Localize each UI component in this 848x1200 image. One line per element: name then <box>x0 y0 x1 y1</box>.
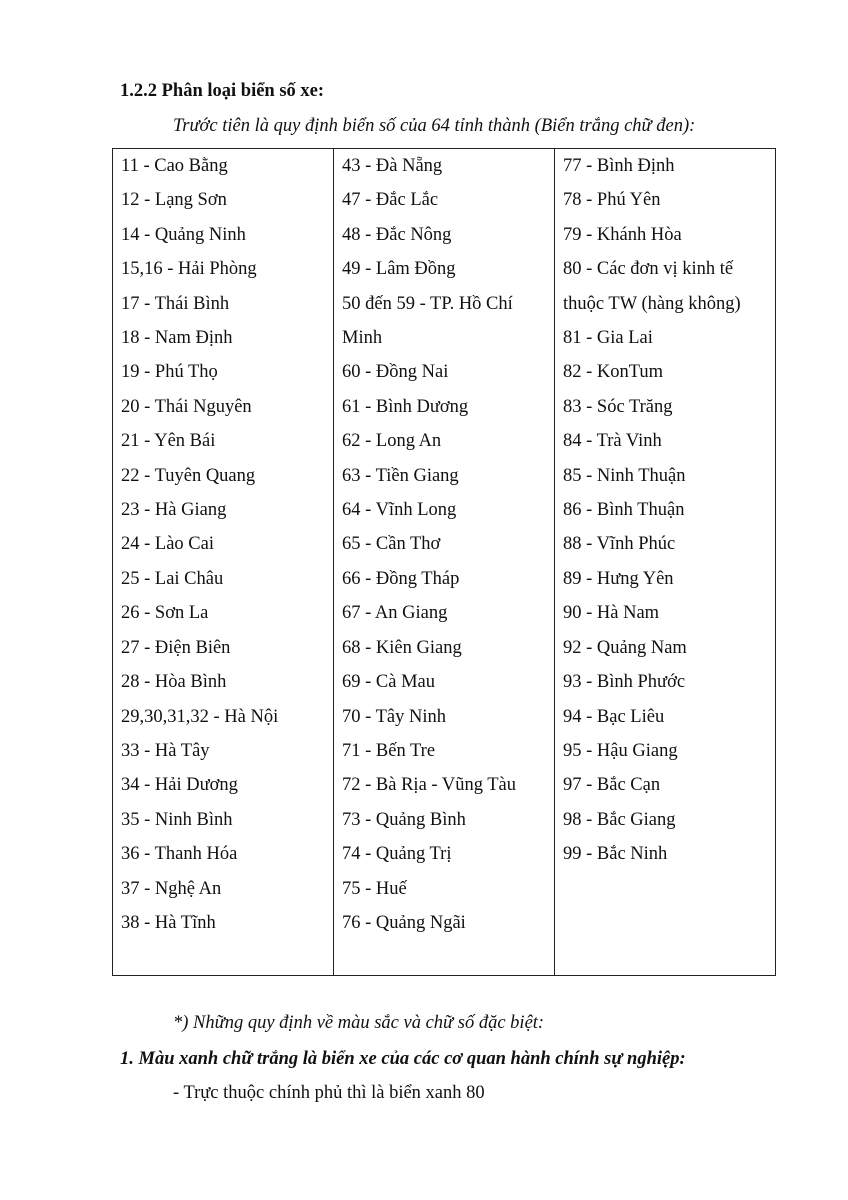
list-item: 15,16 - Hải Phòng <box>121 259 257 280</box>
list-item: 92 - Quảng Nam <box>563 637 687 658</box>
list-item: 24 - Lào Cai <box>121 534 214 555</box>
list-item: 82 - KonTum <box>563 362 664 383</box>
list-item: 63 - Tiền Giang <box>342 465 459 486</box>
list-item: 33 - Hà Tây <box>121 740 210 761</box>
list-item: 69 - Cà Mau <box>342 672 435 693</box>
bullet-item: - Trực thuộc chính phủ thì là biển xanh 80 <box>173 1083 485 1103</box>
list-item: 62 - Long An <box>342 431 442 452</box>
list-item: 72 - Bà Rịa - Vũng Tàu <box>342 775 517 796</box>
blue-plate-section-title: 1. Màu xanh chữ trắng là biển xe của các cơ quan hành chính sự nghiệp: <box>120 1049 686 1069</box>
list-item: 95 - Hậu Giang <box>563 740 678 761</box>
list-item: 25 - Lai Châu <box>121 568 224 589</box>
table-column-3 <box>555 149 776 976</box>
list-item: 79 - Khánh Hòa <box>563 224 682 245</box>
list-item: 47 - Đắc Lắc <box>342 190 439 211</box>
list-item: 88 - Vĩnh Phúc <box>563 534 676 555</box>
list-item: 17 - Thái Bình <box>121 293 230 314</box>
table-row <box>113 149 776 976</box>
list-item: 21 - Yên Bái <box>121 431 216 452</box>
list-item: 68 - Kiên Giang <box>342 637 462 658</box>
list-item: 78 - Phú Yên <box>563 190 661 211</box>
list-item: 86 - Bình Thuận <box>563 500 685 521</box>
list-item: 19 - Phú Thọ <box>121 362 218 383</box>
list-item: 84 - Trà Vinh <box>563 431 662 452</box>
list-item: 71 - Bến Tre <box>342 740 436 761</box>
list-item: 97 - Bắc Cạn <box>563 775 661 796</box>
list-item: 29,30,31,32 - Hà Nội <box>121 706 279 727</box>
list-item: 18 - Nam Định <box>121 328 233 349</box>
list-item: 14 - Quảng Ninh <box>121 224 246 245</box>
list-item: 66 - Đồng Tháp <box>342 568 460 589</box>
special-rules-note: *) Những quy định về màu sắc và chữ số đặc biệt: <box>173 1013 545 1033</box>
list-item: 67 - An Giang <box>342 603 448 624</box>
list-item: 77 - Bình Định <box>563 156 675 176</box>
list-item: 98 - Bắc Giang <box>563 809 676 830</box>
list-item: 50 đến 59 - TP. Hồ Chí Minh <box>342 293 513 349</box>
list-item: 11 - Cao Bằng <box>121 156 228 176</box>
list-item: 70 - Tây Ninh <box>342 706 446 727</box>
list-item: 36 - Thanh Hóa <box>121 844 238 865</box>
list-item: 89 - Hưng Yên <box>563 568 674 589</box>
list-item: 99 - Bắc Ninh <box>563 844 668 865</box>
list-item: 74 - Quảng Trị <box>342 844 452 865</box>
plate-code-table <box>112 148 776 976</box>
table-column-2 <box>334 149 555 976</box>
list-item: 60 - Đồng Nai <box>342 362 449 383</box>
list-item: 35 - Ninh Bình <box>121 809 233 830</box>
list-item: 80 - Các đơn vị kinh tế thuộc TW (hàng không) <box>563 259 741 314</box>
list-item: 94 - Bạc Liêu <box>563 706 665 727</box>
list-item: 81 - Gia Lai <box>563 328 653 349</box>
list-item: 23 - Hà Giang <box>121 500 227 521</box>
list-item: 22 - Tuyên Quang <box>121 465 256 486</box>
list-item: 28 - Hòa Bình <box>121 672 227 693</box>
intro-text: Trước tiên là quy định biển số của 64 tỉnh thành (Biển trắng chữ đen): <box>173 116 696 136</box>
list-item: 85 - Ninh Thuận <box>563 465 686 486</box>
list-item: 83 - Sóc Trăng <box>563 396 673 417</box>
list-item: 49 - Lâm Đồng <box>342 259 456 280</box>
list-item: 76 - Quảng Ngãi <box>342 912 466 933</box>
list-item: 43 - Đà Nẵng <box>342 156 443 176</box>
list-item: 61 - Bình Dương <box>342 396 469 417</box>
list-item: 38 - Hà Tĩnh <box>121 912 216 933</box>
list-item: 73 - Quảng Bình <box>342 809 466 830</box>
list-item: 26 - Sơn La <box>121 603 209 624</box>
list-item: 64 - Vĩnh Long <box>342 500 457 521</box>
list-item: 75 - Huế <box>342 878 407 899</box>
list-item: 12 - Lạng Sơn <box>121 190 227 211</box>
list-item: 48 - Đắc Nông <box>342 224 452 245</box>
section-heading: 1.2.2 Phân loại biển số xe: <box>120 81 325 101</box>
list-item: 37 - Nghệ An <box>121 878 222 899</box>
list-item: 93 - Bình Phước <box>563 672 686 693</box>
table-column-1 <box>113 149 334 976</box>
list-item: 90 - Hà Nam <box>563 603 660 624</box>
list-item: 20 - Thái Nguyên <box>121 396 252 417</box>
list-item: 65 - Cần Thơ <box>342 534 441 555</box>
list-item: 34 - Hải Dương <box>121 775 238 796</box>
list-item: 27 - Điện Biên <box>121 637 231 658</box>
